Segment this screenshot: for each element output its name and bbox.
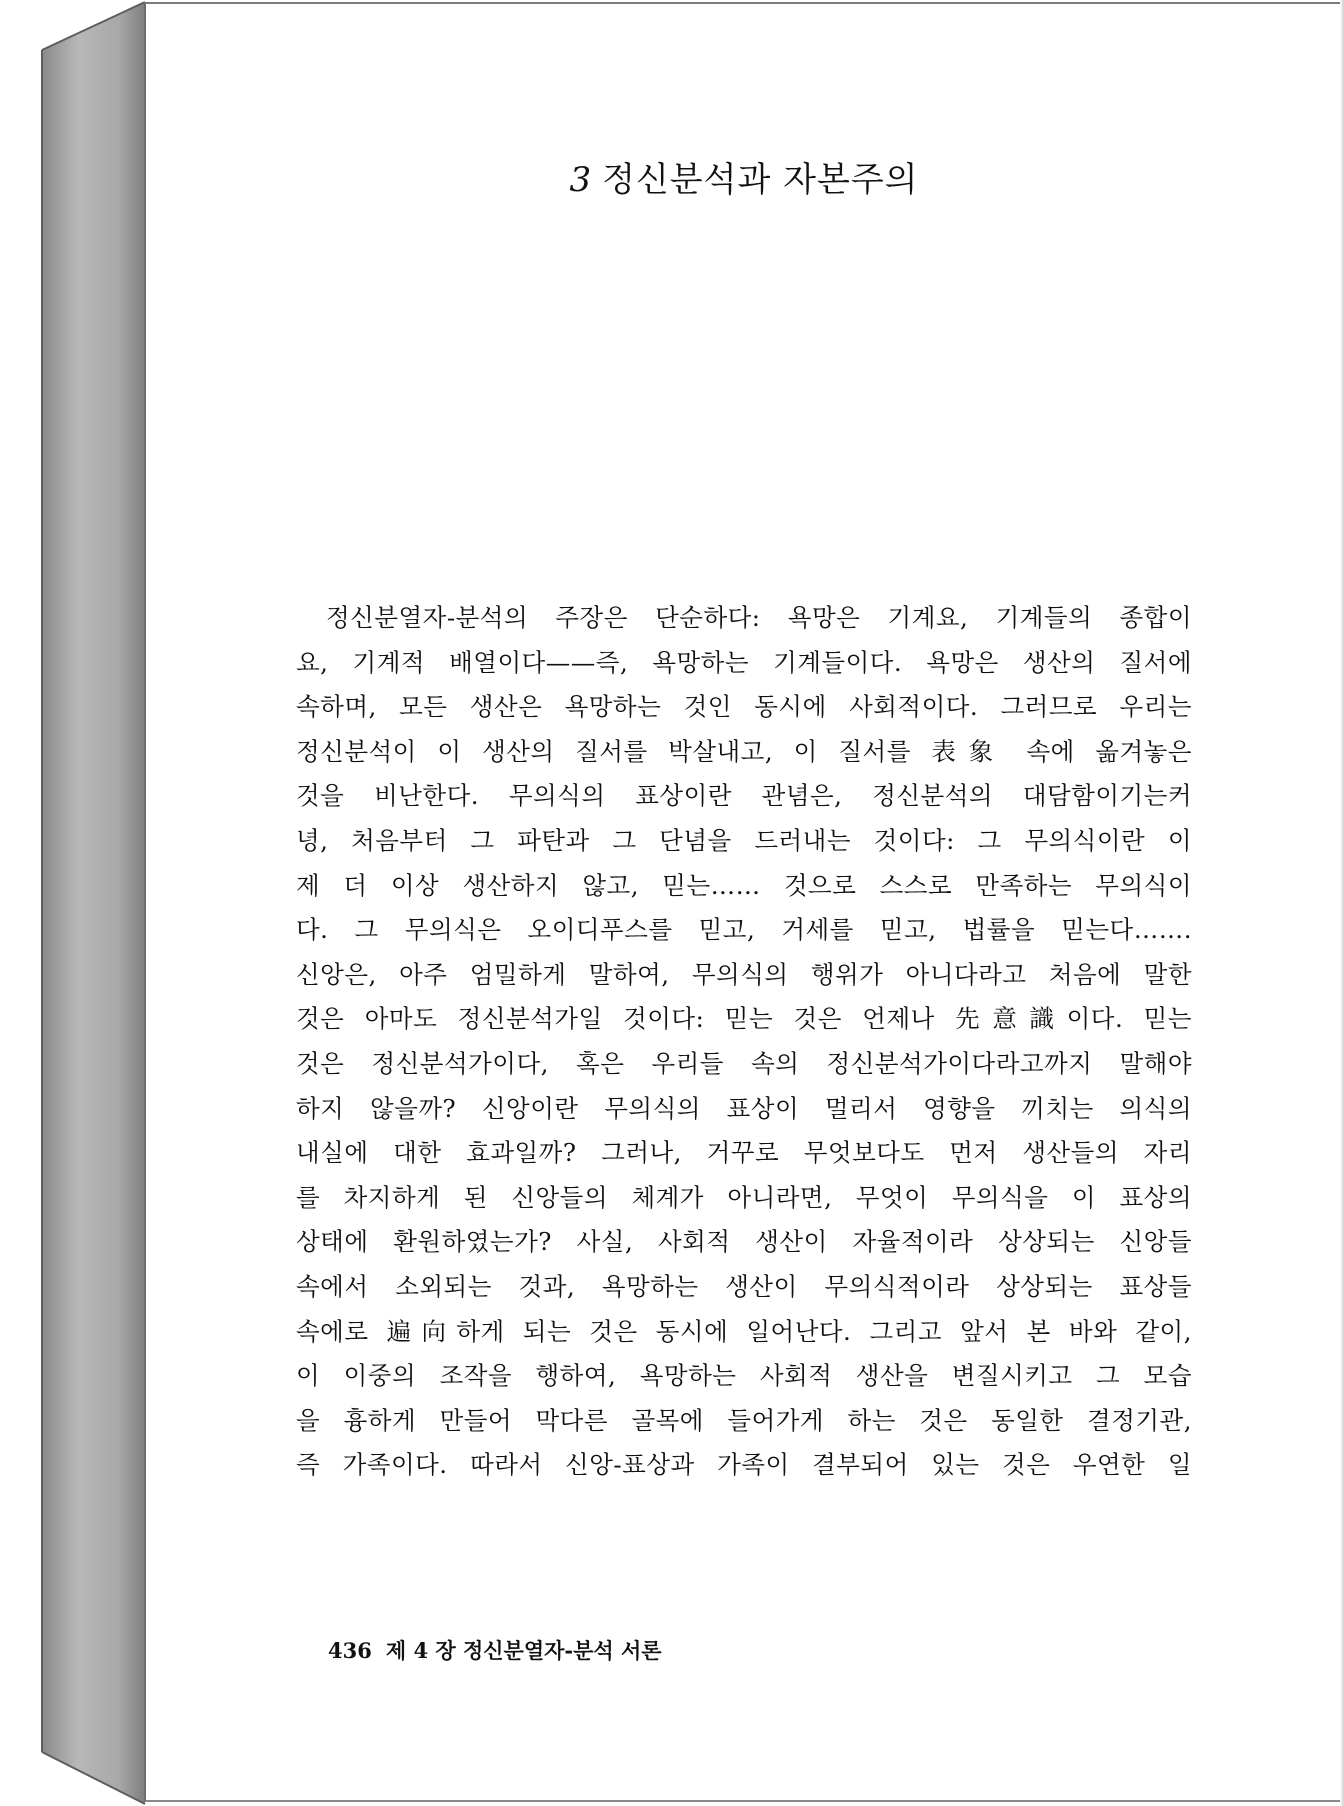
page-edge xyxy=(1340,0,1344,1806)
text-line: 다. 그 무의식은 오이디푸스를 믿고, 거세를 믿고, 법률을 믿는다……. xyxy=(296,915,1192,945)
text-line: 내실에 대한 효과일까? 그러나, 거꾸로 무엇보다도 먼저 생산들의 자리 xyxy=(296,1138,1192,1168)
text-line: 신앙은, 아주 엄밀하게 말하여, 무의식의 행위가 아니다라고 처음에 말한 xyxy=(296,959,1192,989)
book-spine xyxy=(0,0,150,1806)
body-paragraph xyxy=(296,596,1192,1488)
chapter-number: 3 xyxy=(569,160,593,200)
text-line: 속하며, 모든 생산은 욕망하는 것인 동시에 사회적이다. 그러므로 우리는 xyxy=(296,692,1192,722)
text-line: 녕, 처음부터 그 파탄과 그 단념을 드러내는 것이다: 그 무의식이란 이 xyxy=(296,825,1192,855)
text-line: 상태에 환원하였는가? 사실, 사회적 생산이 자율적이라 상상되는 신앙들 xyxy=(296,1227,1192,1257)
text-line: 정신분열자-분석의 주장은 단순하다: 욕망은 기계요, 기계들의 종합이 xyxy=(326,603,1192,632)
text-line: 하지 않을까? 신앙이란 무의식의 표상이 멀리서 영향을 끼치는 의식의 xyxy=(296,1093,1192,1123)
text-line: 것은 아마도 정신분석가일 것이다: 믿는 것은 언제나 先意識이다. 믿는 xyxy=(296,1004,1192,1034)
chapter-heading xyxy=(146,152,1342,201)
chapter-title: 정신분석과 자본주의 xyxy=(602,160,919,200)
page xyxy=(144,2,1340,1802)
text-line: 요, 기계적 배열이다——즉, 욕망하는 기계들이다. 욕망은 생산의 질서에 xyxy=(296,647,1192,677)
page-footer xyxy=(328,1635,662,1665)
text-line: 것은 정신분석가이다, 혹은 우리들 속의 정신분석가이다라고까지 말해야 xyxy=(296,1048,1192,1078)
text-line: 즉 가족이다. 따라서 신앙-표상과 가족이 결부되어 있는 것은 우연한 일 xyxy=(296,1450,1192,1480)
text-line: 속에로 遍向하게 되는 것은 동시에 일어난다. 그리고 앞서 본 바와 같이, xyxy=(296,1316,1192,1346)
text-line: 를 차지하게 된 신앙들의 체계가 아니라면, 무엇이 무의식을 이 표상의 xyxy=(296,1182,1192,1212)
text-line: 것을 비난한다. 무의식의 표상이란 관념은, 정신분석의 대담함이기는커 xyxy=(296,781,1192,811)
text-line: 속에서 소외되는 것과, 욕망하는 생산이 무의식적이라 상상되는 표상들 xyxy=(296,1271,1192,1301)
text-line: 을 흉하게 만들어 막다른 골목에 들어가게 하는 것은 동일한 결정기관, xyxy=(296,1405,1192,1435)
running-chapter-label: 제 4 장 정신분열자-분석 서론 xyxy=(385,1638,662,1663)
text-line: 제 더 이상 생산하지 않고, 믿는…… 것으로 스스로 만족하는 무의식이 xyxy=(296,870,1192,900)
text-line: 이 이중의 조작을 행하여, 욕망하는 사회적 생산을 변질시키고 그 모습 xyxy=(296,1361,1192,1391)
text-line: 정신분석이 이 생산의 질서를 박살내고, 이 질서를 表象 속에 옮겨놓은 xyxy=(296,736,1192,766)
page-number: 436 xyxy=(328,1638,372,1663)
